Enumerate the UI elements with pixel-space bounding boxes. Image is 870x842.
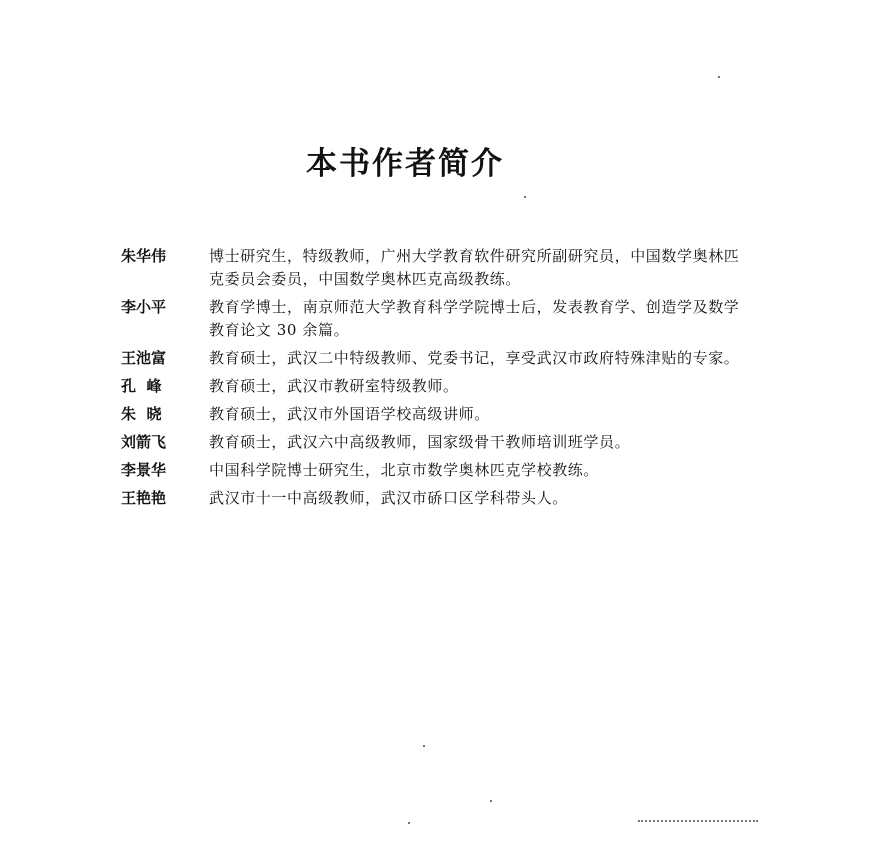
author-name: 孔 峰 (121, 377, 162, 395)
author-bio: 教育硕士，武汉六中高级教师，国家级骨干教师培训班学员。 (209, 433, 631, 451)
author-entry (121, 245, 741, 291)
author-name: 王池富 (121, 349, 167, 367)
author-name: 朱华伟 (121, 247, 167, 265)
author-bio: 教育硕士，武汉市外国语学校高级讲师。 (209, 405, 490, 423)
scan-speck (718, 76, 720, 78)
author-entry (121, 487, 741, 510)
author-name: 王艳艳 (121, 489, 167, 507)
scan-speck (423, 745, 425, 747)
author-entry (121, 403, 741, 426)
scan-speck (408, 822, 410, 824)
author-entry (121, 459, 741, 482)
author-entry (121, 296, 741, 342)
author-bio: 教育学博士，南京师范大学教育科学学院博士后，发表教育学、创造学及数学教育论文 30 余篇。 (209, 298, 740, 339)
author-list (121, 245, 741, 515)
scan-footer-marks (638, 820, 758, 826)
author-entry (121, 431, 741, 454)
page-title: 本书作者简介 (306, 146, 504, 182)
author-bio: 中国科学院博士研究生，北京市数学奥林匹克学校教练。 (209, 461, 600, 479)
author-entry (121, 375, 741, 398)
author-entry (121, 347, 741, 370)
author-bio: 教育硕士，武汉市教研室特级教师。 (209, 377, 459, 395)
author-name: 刘箭飞 (121, 433, 167, 451)
scan-speck (490, 800, 492, 802)
scan-speck (524, 196, 526, 198)
author-bio: 武汉市十一中高级教师，武汉市硚口区学科带头人。 (209, 489, 568, 507)
author-bio: 博士研究生，特级教师，广州大学教育软件研究所副研究员，中国数学奥林匹克委员会委员，中国数学奥林匹克高级教练。 (209, 247, 740, 288)
author-bio: 教育硕士，武汉二中特级教师、党委书记，享受武汉市政府特殊津贴的专家。 (209, 349, 740, 367)
author-name: 朱 晓 (121, 405, 162, 423)
author-name: 李小平 (121, 298, 167, 316)
author-name: 李景华 (121, 461, 167, 479)
